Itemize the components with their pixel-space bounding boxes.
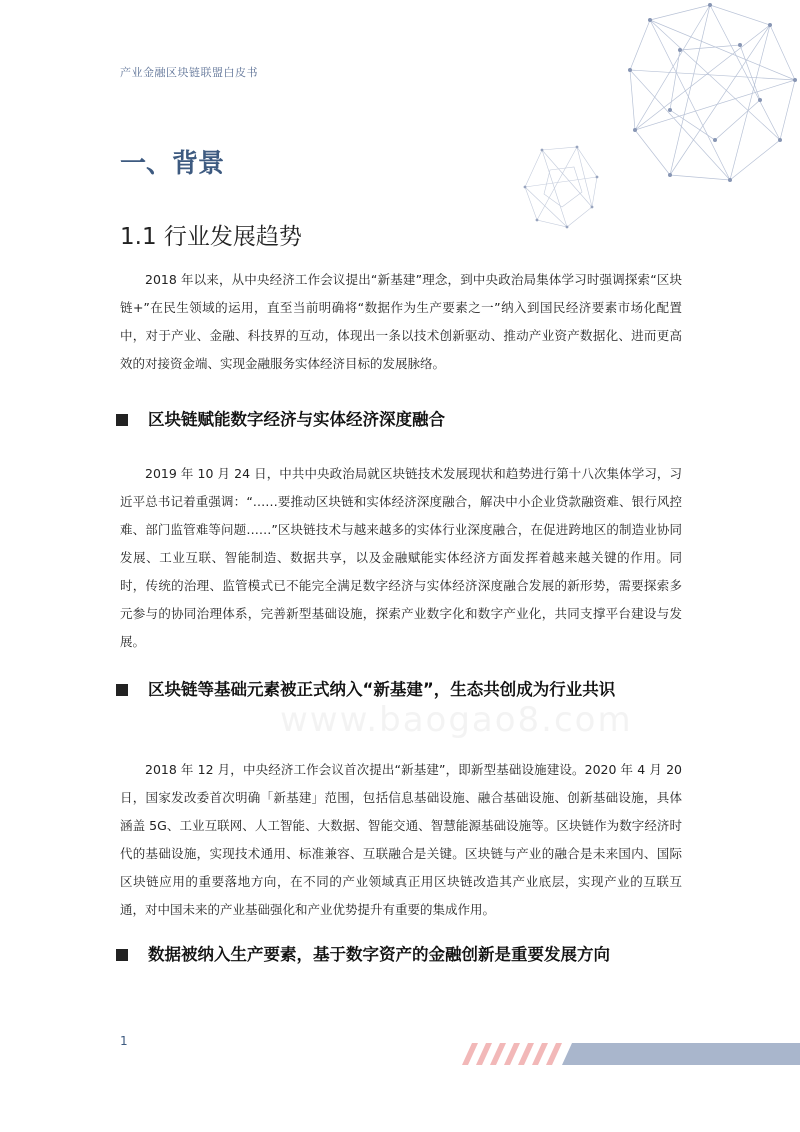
topic-paragraph: 2018 年 12 月，中央经济工作会议首次提出“新基建”，即新型基础设施建设。2020 年 4 月 20 日，国家发改委首次明确「新基建」范围，包括信息基础设施、融合基础设施、创新基础设施，具体涵盖 5G、工业互联网、人工智能、大数据、智能交通、智慧能源基础设施等。区块链作为数字经济时代的基础设施，实现技术通用、标准兼容、互联融合是关键。区块链与产业的融合是未来国内、国际区块链应用的重要落地方向，在不同的产业领域真正用区块链改造其产业底层，实现产业的互联互通，对中国未来的产业基础强化和产业优势提升有重要的集成作用。 [120, 762, 682, 917]
topic-title: 区块链赋能数字经济与实体经济深度融合 [148, 410, 445, 429]
topic-title: 数据被纳入生产要素，基于数字资产的金融创新是重要发展方向 [148, 945, 610, 964]
topic-heading [148, 940, 688, 970]
subsection-heading: 1.1 行业发展趋势 [120, 224, 302, 250]
polyhedron-decoration-large [620, 0, 800, 190]
page-number: 1 [120, 1034, 128, 1048]
intro-paragraph: 2018 年以来，从中央经济工作会议提出“新基建”理念，到中央政治局集体学习时强调探索“区块链+”在民生领域的运用，直至当前明确将“数据作为生产要素之一”纳入到国民经济要素市场化配置中，对于产业、金融、科技界的互动，体现出一条以技术创新驱动、推动产业资产数据化、进而更高效的对接资金端、实现金融服务实体经济目标的发展脉络。 [120, 272, 682, 371]
section-heading: 一、背景 [120, 149, 225, 179]
watermark: www.baogao8.com [280, 700, 633, 740]
polyhedron-decoration-small [522, 142, 602, 232]
square-bullet-icon [116, 684, 128, 696]
topic-heading [148, 405, 688, 435]
topic-paragraph: 2019 年 10 月 24 日，中共中央政治局就区块链技术发展现状和趋势进行第十八次集体学习，习近平总书记着重强调：“……要推动区块链和实体经济深度融合，解决中小企业贷款融资难、银行风控难、部门监管难等问题……”区块链技术与越来越多的实体行业深度融合，在促进跨地区的制造业协同发展、工业互联、智能制造、数据共享，以及金融赋能实体经济方面发挥着越来越关键的作用。同时，传统的治理、监管模式已不能完全满足数字经济与实体经济深度融合发展的新形势，需要探索多元参与的协同治理体系，完善新型基础设施，探索产业数字化和数字产业化，共同支撑平台建设与发展。 [120, 466, 682, 649]
square-bullet-icon [116, 949, 128, 961]
square-bullet-icon [116, 414, 128, 426]
document-title: 产业金融区块链联盟白皮书 [120, 66, 258, 79]
topic-title: 区块链等基础元素被正式纳入“新基建”，生态共创成为行业共识 [148, 680, 616, 699]
footer-decoration-bar [462, 1043, 800, 1065]
